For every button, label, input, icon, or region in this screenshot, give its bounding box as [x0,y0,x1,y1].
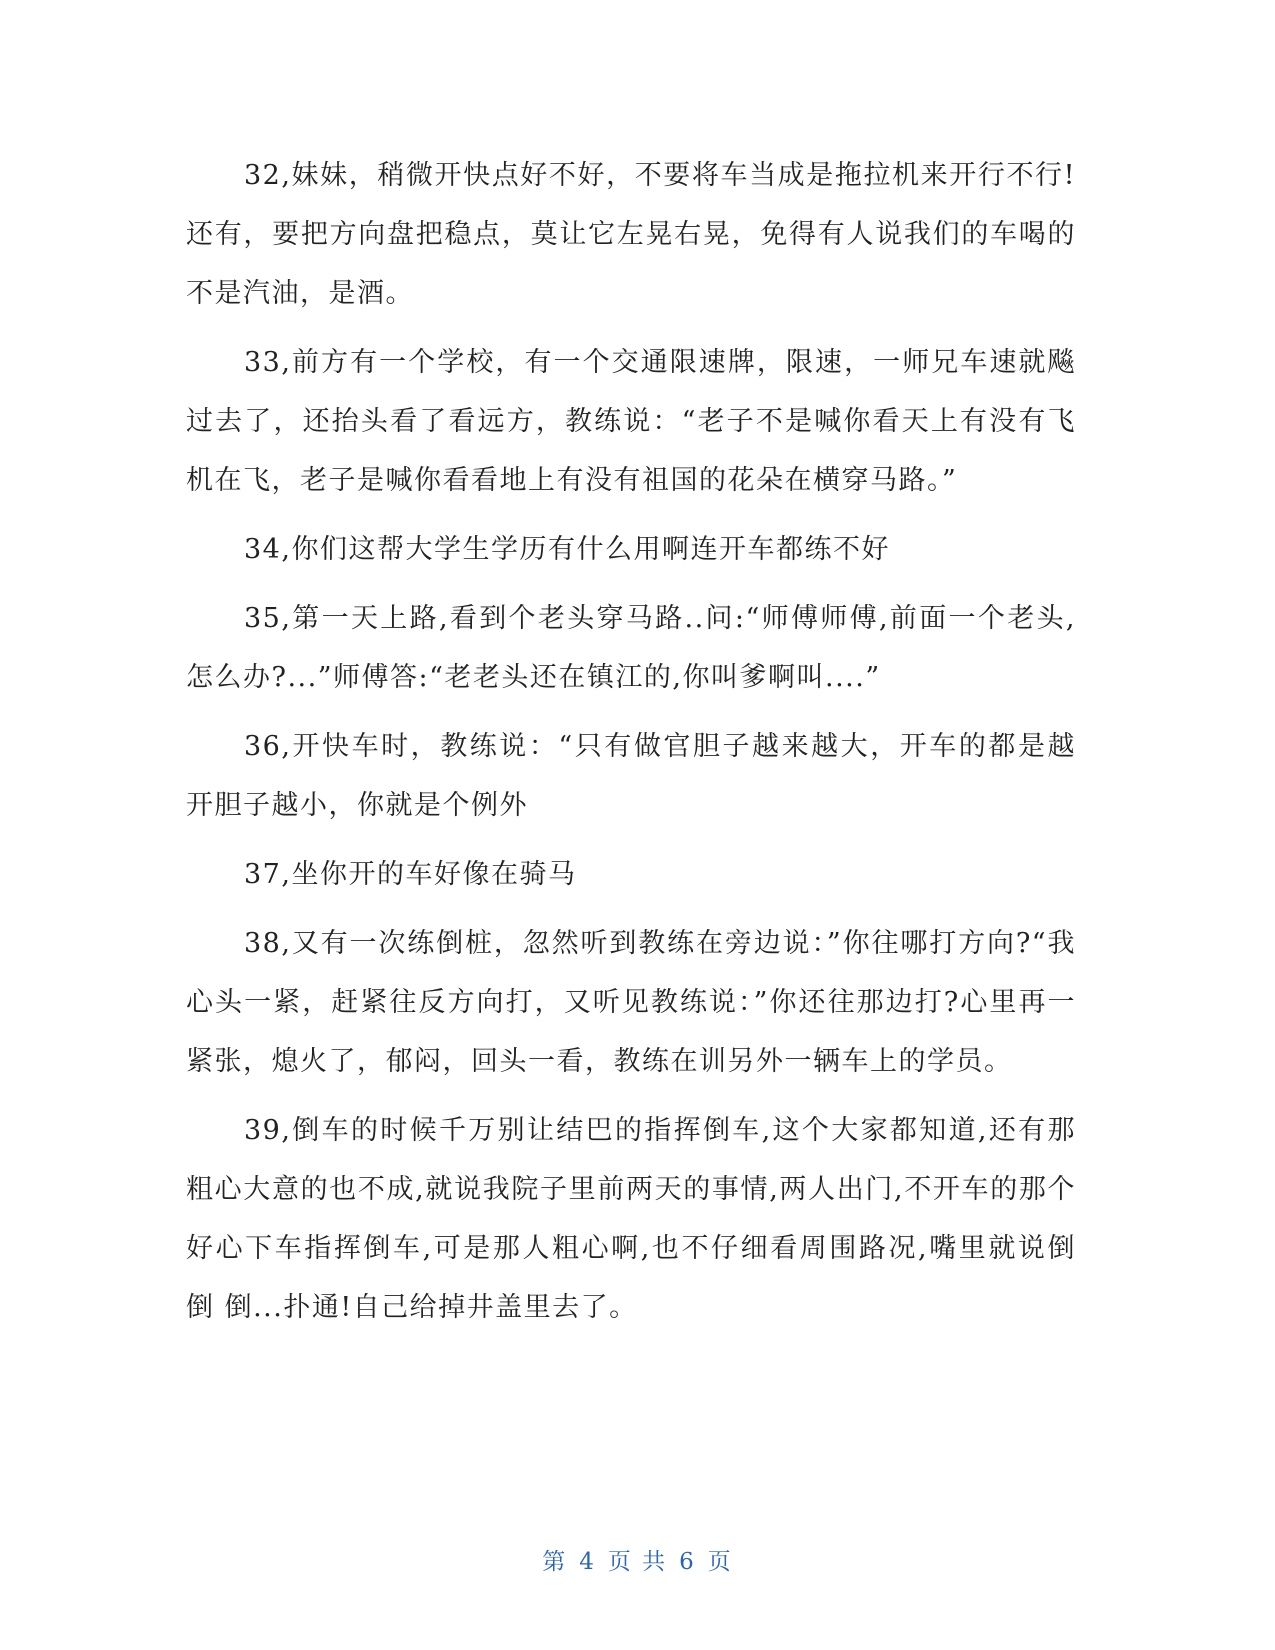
paragraph-33: 33,前方有一个学校，有一个交通限速牌，限速，一师兄车速就飚过去了，还抬头看了看远方，教练说：“老子不是喊你看天上有没有飞机在飞，老子是喊你看看地上有没有祖国的花朵在横穿马路。” [186,347,1076,496]
paragraph-37: 37,坐你开的车好像在骑马 [244,859,577,890]
paragraph-32: 32,妹妹，稍微开快点好不好，不要将车当成是拖拉机来开行不行!还有，要把方向盘把稳点，莫让它左晃右晃，免得有人说我们的车喝的不是汽油，是酒。 [186,160,1076,309]
paragraph-39: 39,倒车的时候千万别让结巴的指挥倒车,这个大家都知道,还有那粗心大意的也不成,就说我院子里前两天的事情,两人出门,不开车的那个好心下车指挥倒车,可是那人粗心啊,也不仔细看周围路况,嘴里就说倒 倒 倒...扑通!自己给掉井盖里去了。 [186,1115,1076,1323]
document-body [186,146,1076,1347]
paragraph-36: 36,开快车时，教练说：“只有做官胆子越来越大，开车的都是越开胆子越小，你就是个例外 [186,731,1076,821]
footer-middle: 页 共 [607,1549,668,1575]
paragraph-38: 38,又有一次练倒桩，忽然听到教练在旁边说：”你往哪打方向?“我心头一紧，赶紧往反方向打，又听见教练说：”你还往那边打?心里再一紧张，熄火了，郁闷，回头一看，教练在训另外一辆车上的学员。 [186,928,1076,1077]
footer-suffix: 页 [707,1549,733,1575]
footer-prefix: 第 [542,1549,568,1575]
page-footer [0,1543,1275,1576]
footer-current-page: 4 [579,1549,596,1575]
paragraph-34: 34,你们这帮大学生学历有什么用啊连开车都练不好 [244,534,890,565]
footer-total-pages: 6 [679,1549,696,1575]
paragraph-35: 35,第一天上路,看到个老头穿马路..问:“师傅师傅,前面一个老头,怎么办?...”师傅答:“老老头还在镇江的,你叫爹啊叫....” [186,603,1076,693]
